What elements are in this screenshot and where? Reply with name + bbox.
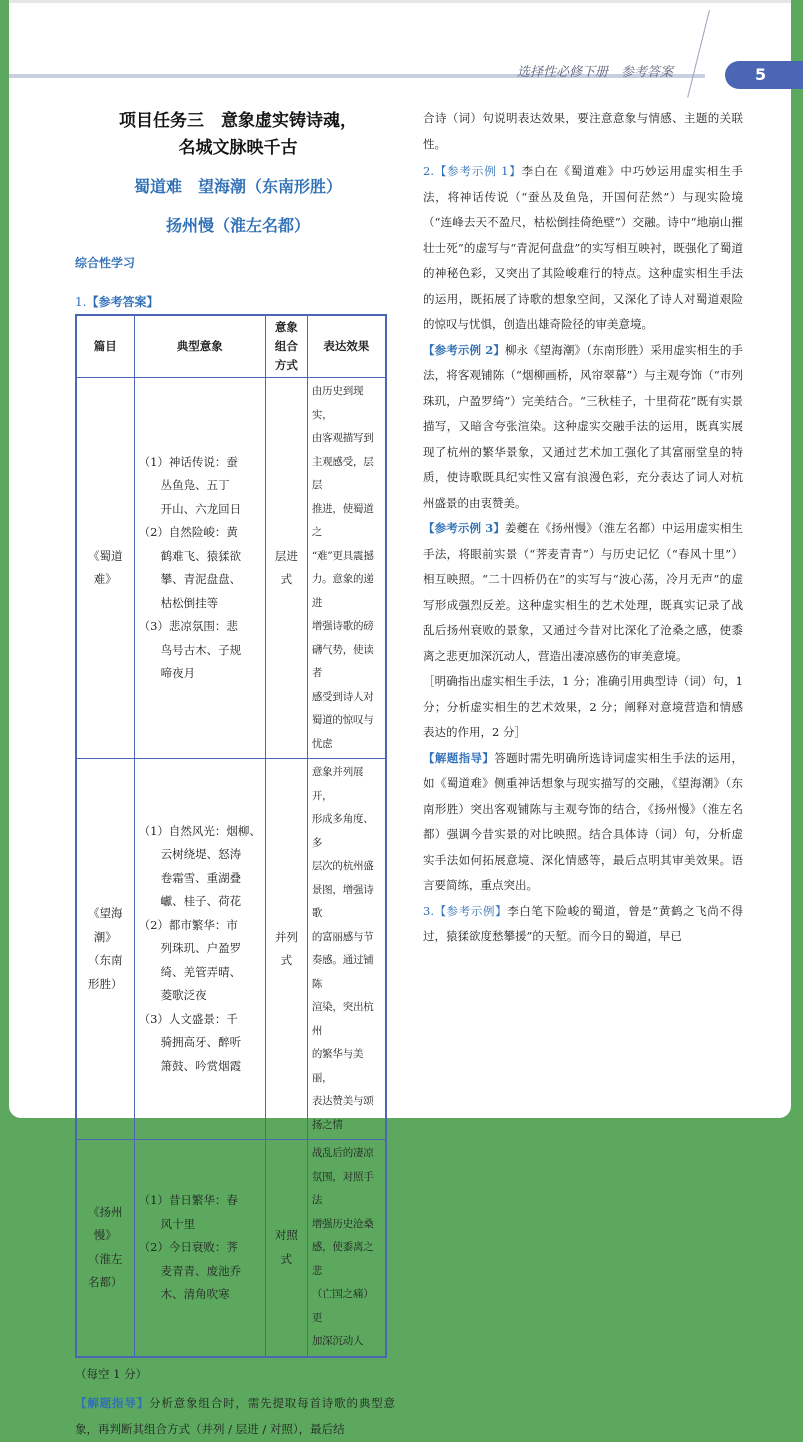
q2-example-3 <box>423 516 743 669</box>
effect-line: 力。意象的递进 <box>311 573 374 609</box>
example-tag: 【参考示例 3】 <box>423 521 505 535</box>
effect-line: 推进，使蜀道之 <box>311 502 374 538</box>
q2-guide <box>423 746 743 899</box>
document-page <box>9 0 791 1436</box>
imagery-line: 列珠玑、户盈罗 <box>160 941 242 956</box>
effect-cell <box>307 759 386 1140</box>
imagery-line: 巘、桂子、荷花 <box>160 894 242 909</box>
imagery-line: 风十里 <box>160 1216 196 1231</box>
imagery-line: （2）都市繁华：市 <box>138 917 238 932</box>
q2-number: 2. <box>423 164 434 178</box>
work-title-line: 形胜） <box>88 976 123 991</box>
imagery-cell <box>134 378 265 759</box>
imagery-line: 麦青青、废池乔 <box>160 1263 242 1278</box>
table-row <box>76 378 386 759</box>
q2-example-2 <box>423 338 743 517</box>
imagery-cell <box>134 1140 265 1357</box>
q3-number: 3. <box>423 903 434 918</box>
imagery-line: 骑拥高牙、醉听 <box>160 1035 242 1050</box>
effect-cell <box>307 1140 386 1357</box>
header-cell: 典型意象 <box>134 315 265 378</box>
left-column <box>75 108 395 1442</box>
header-cell: 意象组合方式 <box>265 315 307 378</box>
effect-line: 表达赞美与颂 <box>311 1095 374 1107</box>
example-text: 柳永《望海潮》（东南形胜）采用虚实相生的手法，将客观铺陈（“烟柳画桥，风帘翠幕”）与主观夸饰（“市列珠玑，户盈罗绮”）完美结合。“三秋桂子，十里荷花”既有实景描写，又暗含夸张渲染。这种虚实交融手法的运用，既真实展现了杭州的繁华景象，又通过艺术加工强化了其富丽堂皇的特质，使诗歌既具纪实性又富有浪漫色彩，充分表达了词人对杭州盛景的由衷赞美。 <box>423 342 743 510</box>
imagery-line: 菱歌泛夜 <box>160 988 207 1003</box>
imagery-line: 箫鼓、吟赏烟霞 <box>160 1058 242 1073</box>
effect-line: 礴气势，使读者 <box>311 643 374 679</box>
effect-line: 形成多角度、多 <box>311 813 374 849</box>
imagery-line: 云树绕堤、怒涛 <box>160 847 242 862</box>
combination-mode-cell: 并列式 <box>265 759 307 1140</box>
example-tag: 【参考示例 2】 <box>423 342 505 357</box>
header-cell: 篇目 <box>76 315 134 378</box>
subtitle-1: 蜀道难 望海潮（东南形胜） <box>133 177 342 196</box>
guide-text: 分析意象组合时，需先提取每首诗歌的典型意象，再判断其组合方式（并列 / 层进 / 对照），最后结 <box>75 1396 396 1436</box>
effect-line: 感，使黍离之悲 <box>311 1241 374 1277</box>
example-tag: 【参考示例】 <box>433 903 508 918</box>
example-text: 姜夔在《扬州慢》（淮左名都）中运用虚实相生手法，将眼前实景（“荠麦青青”）与历史记忆（“春风十里”）相互映照。“二十四桥仍在”的实写与“波心荡，冷月无声”的虚写形成强烈反差。这种虚实相生的艺术处理，既真实记录了战乱后扬州衰败的景象，又通过今昔对比深化了沧桑之感，使黍离之悲更加深沉动人，营造出凄凉感伤的审美意境。 <box>423 521 743 663</box>
answer-table <box>75 314 387 1358</box>
effect-line: 层次的杭州盛 <box>311 860 374 872</box>
imagery-line: 木、清角吹寒 <box>160 1287 230 1301</box>
imagery-line: （1）神话传说：蚕 <box>138 454 238 469</box>
effect-line: 的富丽感与节 <box>311 930 374 943</box>
imagery-line: （1）昔日繁华：春 <box>138 1193 238 1207</box>
task-title-line2: 名城文脉映千古 <box>178 138 298 158</box>
work-title-line: 《蜀道难》 <box>88 548 123 586</box>
page-number: 5 <box>725 61 803 89</box>
top-strip <box>9 0 791 3</box>
imagery-line: （3）人文盛景：千 <box>138 1011 238 1026</box>
effect-line: 蜀道的惊叹与 <box>311 714 374 726</box>
effect-line: 由客观描写到 <box>311 432 374 444</box>
guide-continued-text: 合诗（词）句说明表达效果，要注意意象与情感、主题的关联性。 <box>423 111 743 151</box>
effect-line: 战乱后的凄凉 <box>311 1147 374 1159</box>
q1-number: 1. <box>75 295 87 309</box>
imagery-line: 丛鱼凫、五丁 <box>160 478 230 492</box>
imagery-line: （2）今日衰败：荠 <box>138 1240 238 1254</box>
work-title-line: 《望海潮》 <box>88 906 123 944</box>
q2-scoring: ［明确指出虚实相生手法，1 分；准确引用典型诗（词）句，1 分；分析虚实相生的艺术效果，2 分；阐释对意境营造和情感表达的作用，2 分］ <box>423 674 743 739</box>
imagery-line: 绮、羌管弄晴、 <box>160 964 242 979</box>
work-title-line: 名都） <box>88 1275 123 1290</box>
q1-guide-continued <box>423 106 743 157</box>
effect-line: 感受到诗人对 <box>311 690 374 703</box>
task-title-line1: 项目任务三 意象虚实铸诗魂， <box>119 111 357 131</box>
effect-line: 由历史到现实， <box>311 385 364 421</box>
q1-guide <box>75 1391 395 1442</box>
imagery-cell <box>134 759 265 1140</box>
example-text: 李白在《蜀道难》中巧妙运用虚实相生手法，将神话传说（“蚕丛及鱼凫，开国何茫然”）与现实险境（“连峰去天不盈尺，枯松倒挂倚绝壁”）交融。诗中“地崩山摧壮士死”的虚写与“青泥何盘盘”的实写相互映衬，既强化了蜀道的神秘色彩，又突出了其险峻难行的特点。这种虚实相生手法的运用，既拓展了诗歌的想象空间，又深化了诗人对蜀道艰险的惊叹与忧惧，创造出雄奇险径的审美意境。 <box>423 164 743 331</box>
q2-example-1 <box>423 159 743 338</box>
subtitle-2: 扬州慢（淮左名都） <box>165 216 310 235</box>
effect-line: “难”更具震撼 <box>311 549 374 562</box>
work-title-cell <box>76 1140 134 1357</box>
q1-answer-tag: 【参考答案】 <box>86 295 159 309</box>
q3-example <box>423 899 743 950</box>
effect-line: 忧虑 <box>311 737 333 750</box>
work-title-line: 《扬州慢》 <box>88 1204 123 1243</box>
work-title-cell <box>76 378 134 759</box>
effect-line: 增强历史沧桑 <box>311 1217 374 1230</box>
imagery-line: 开山、六龙回日 <box>160 501 242 516</box>
effect-cell <box>307 378 386 759</box>
q1-label <box>75 293 395 310</box>
imagery-line: （2）自然险峻：黄 <box>138 525 238 539</box>
effect-line: 景图，增强诗歌 <box>311 883 374 919</box>
imagery-line: 鹤难飞、猿猱欲 <box>160 548 242 563</box>
effect-line: 氛围，对照手法 <box>311 1170 374 1206</box>
imagery-line: 鸟号古木、子规 <box>160 642 242 657</box>
work-title-line: （淮左 <box>88 1251 123 1266</box>
effect-line: 奏感。通过铺陈 <box>311 954 374 990</box>
guide-tag: 【解题指导】 <box>423 750 495 765</box>
header-cell: 表达效果 <box>307 315 386 378</box>
imagery-line: 卷霜雪、重湖叠 <box>160 870 242 885</box>
effect-line: 渲染，突出杭州 <box>311 1001 374 1037</box>
imagery-line: 攀、青泥盘盘、 <box>160 572 242 586</box>
effect-line: 意象并列展开， <box>311 766 364 802</box>
effect-line: 扬之情 <box>311 1118 343 1131</box>
guide-tag: 【解题指导】 <box>75 1396 150 1410</box>
table-row <box>76 759 386 1140</box>
imagery-line: （3）悲凉氛围：悲 <box>138 619 238 633</box>
guide-text: 答题时需先明确所选诗词虚实相生手法的运用，如《蜀道难》侧重神话想象与现实描写的交融，《望海潮》（东南形胜）突出客观铺陈与主观夸饰的结合，《扬州慢》（淮左名都）强调今昔实景的对比映照。结合具体诗（词）句，分析虚实手法如何拓展意境、深化情感等，最后点明其审美效果。语言要简练，重点突出。 <box>423 750 744 892</box>
imagery-line: 啼夜月 <box>160 666 196 680</box>
table-header-row <box>76 315 386 378</box>
example-tag: 【参考示例 1】 <box>433 164 522 178</box>
effect-line: 增强诗歌的磅 <box>311 620 374 632</box>
work-title-line: （东南 <box>88 953 123 967</box>
effect-line: 主观感受，层层 <box>311 455 374 491</box>
header-slash <box>687 10 710 98</box>
right-column <box>423 106 743 950</box>
section-heading: 综合性学习 <box>75 256 136 270</box>
score-note: （每空 1 分） <box>75 1366 148 1381</box>
imagery-line: （1）自然风光：烟柳、 <box>138 823 261 838</box>
combination-mode-cell: 层进式 <box>265 378 307 759</box>
work-title-cell <box>76 759 134 1140</box>
imagery-line: 枯松倒挂等 <box>160 595 219 610</box>
effect-line: （亡国之痛）更 <box>311 1288 374 1324</box>
header-title: 选择性必修下册 参考答案 <box>517 65 674 80</box>
effect-line: 加深沉动人 <box>311 1335 364 1347</box>
combination-mode-cell: 对照式 <box>265 1140 307 1357</box>
effect-line: 的繁华与美丽， <box>311 1048 364 1084</box>
table-row <box>76 1140 386 1357</box>
example-text: 李白笔下险峻的蜀道，曾是“黄鹤之飞尚不得过，猿猱欲度愁攀援”的天堑。而今日的蜀道，早已 <box>423 903 743 943</box>
